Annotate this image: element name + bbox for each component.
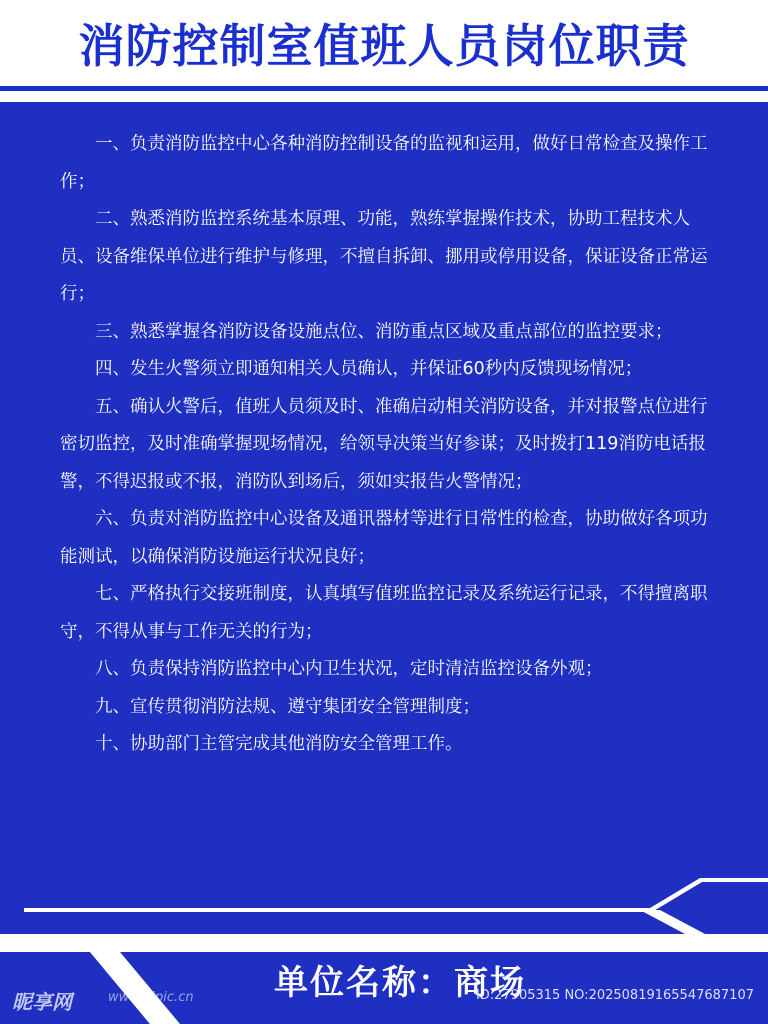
watermark-logo: 昵享网 [12,990,72,1014]
page-title: 消防控制室值班人员岗位职责 [78,19,690,73]
duty-item: 三、熟悉掌握各消防设备设施点位、消防重点区域及重点部位的监控要求； [95,321,673,342]
duties-list [60,126,710,764]
duty-item: 四、发生火警须立即通知相关人员确认，并保证60秒内反馈现场情况； [95,359,643,379]
watermark-url: www.nipic.cn [108,990,194,1005]
duty-item: 二、熟悉消防监控系统基本原理、功能，熟练掌握操作技术，协助工程技术人员、设备维保单位进行维护与修理，不擅自拆卸、挪用或停用设备，保证设备正常运行； [60,209,708,304]
header-stripe [0,86,768,91]
duty-item: 五、确认火警后，值班人员须及时、准确启动相关消防设备，并对报警点位进行密切监控，及时准确掌握现场情况，给领导决策当好参谋；及时拨打119消防电话报警，不得迟报或不报，消防队到场后，须如实报告火警情况； [60,396,708,492]
duty-item: 一、负责消防监控中心各种消防控制设备的监视和运用，做好日常检查及操作工作； [60,134,708,192]
duty-item: 十、协助部门主管完成其他消防安全管理工作。 [95,734,463,754]
duty-item: 八、负责保持消防监控中心内卫生状况，定时清洁监控设备外观； [95,659,603,679]
footer-band-accent-line [24,878,768,912]
header [0,0,768,92]
footer-white-band [0,910,768,948]
unit-name: 单位名称：商场 [274,963,526,1003]
watermark-id: ID:27905315 NO:20250819165547687107 [475,988,754,1003]
duty-item: 七、严格执行交接班制度，认真填写值班监控记录及系统运行记录，不得擅离职守，不得从事与工作无关的行为； [60,584,708,642]
duty-item: 九、宣传贯彻消防法规、遵守集团安全管理制度； [95,696,480,717]
duty-item: 六、负责对消防监控中心设备及通讯器材等进行日常性的检查，协助做好各项功能测试，以确保消防设施运行状况良好； [60,509,708,567]
